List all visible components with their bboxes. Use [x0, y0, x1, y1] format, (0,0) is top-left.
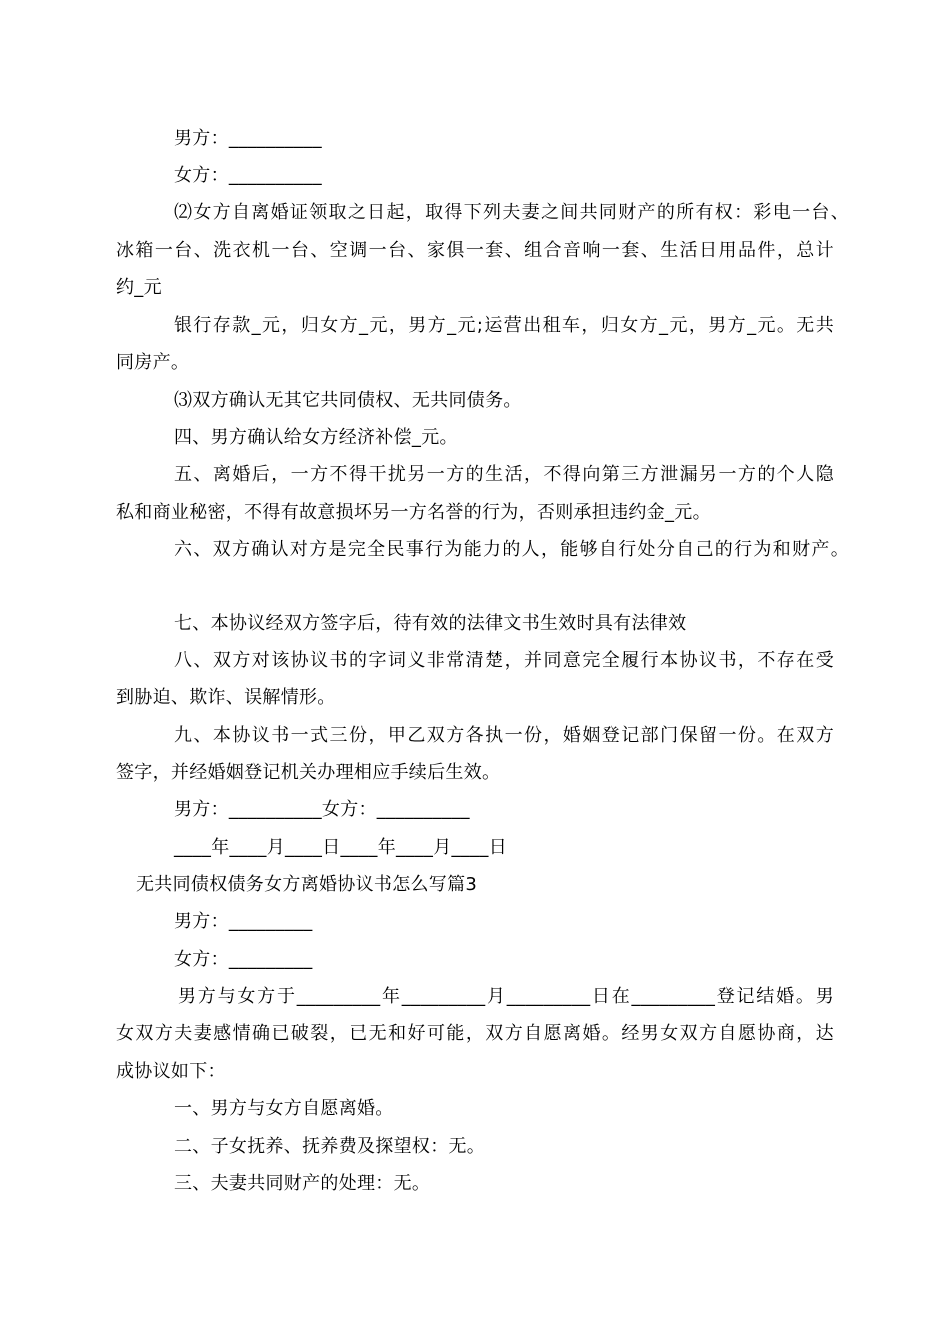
- doc-line-14: 八、双方对该协议书的字词义非常清楚，并同意完全履行本协议书，不存在受: [174, 650, 834, 671]
- doc-line-9: 四、男方确认给女方经济补偿_元。: [174, 427, 458, 448]
- doc-line-20: 无共同债权债务女方离婚协议书怎么写篇3: [136, 874, 478, 895]
- doc-line-23: 男方与女方于_________年_________月_________日在_________登记结婚。男: [178, 986, 834, 1007]
- doc-line-8: ⑶双方确认无其它共同债权、无共同债务。: [174, 390, 522, 411]
- doc-line-7: 同房产。: [116, 352, 190, 373]
- doc-line-24: 女双方夫妻感情确已破裂，已无和好可能，双方自愿离婚。经男女双方自愿协商，达: [116, 1023, 834, 1044]
- doc-line-11: 私和商业秘密，不得有故意损坏另一方名誉的行为，否则承担违约金_元。: [116, 502, 711, 523]
- doc-line-28: 三、夫妻共同财产的处理：无。: [174, 1173, 431, 1194]
- doc-line-10: 五、离婚后，一方不得干扰另一方的生活，不得向第三方泄漏另一方的个人隐: [174, 464, 834, 485]
- doc-line-26: 一、男方与女方自愿离婚。: [174, 1098, 394, 1119]
- doc-line-25: 成协议如下：: [116, 1061, 226, 1082]
- doc-line-1: 男方：__________: [174, 128, 322, 149]
- doc-line-18: 男方：__________女方：__________: [174, 799, 470, 820]
- doc-line-2: 女方：__________: [174, 165, 322, 186]
- doc-line-5: 约_元: [116, 277, 162, 298]
- doc-line-22: 女方：_________: [174, 949, 313, 970]
- doc-line-3: ⑵女方自离婚证领取之日起，取得下列夫妻之间共同财产的所有权：彩电一台、: [174, 202, 849, 223]
- doc-line-19: ____年____月____日____年____月____日: [174, 837, 507, 858]
- doc-line-27: 二、子女抚养、抚养费及探望权：无。: [174, 1136, 486, 1157]
- doc-line-15: 到胁迫、欺诈、误解情形。: [116, 687, 336, 708]
- doc-line-17: 签字，并经婚姻登记机关办理相应手续后生效。: [116, 762, 501, 783]
- doc-line-16: 九、本协议书一式三份，甲乙双方各执一份，婚姻登记部门保留一份。在双方: [174, 725, 834, 746]
- doc-line-21: 男方：_________: [174, 911, 313, 932]
- doc-line-13: 七、本协议经双方签字后，待有效的法律文书生效时具有法律效: [174, 613, 687, 634]
- doc-line-12: 六、双方确认对方是完全民事行为能力的人，能够自行处分自己的行为和财产。: [174, 539, 849, 560]
- doc-line-6: 银行存款_元，归女方_元，男方_元;运营出租车，归女方_元，男方_元。无共: [174, 315, 834, 336]
- doc-line-4: 冰箱一台、洗衣机一台、空调一台、家俱一套、组合音响一套、生活日用品件，总计: [116, 240, 834, 261]
